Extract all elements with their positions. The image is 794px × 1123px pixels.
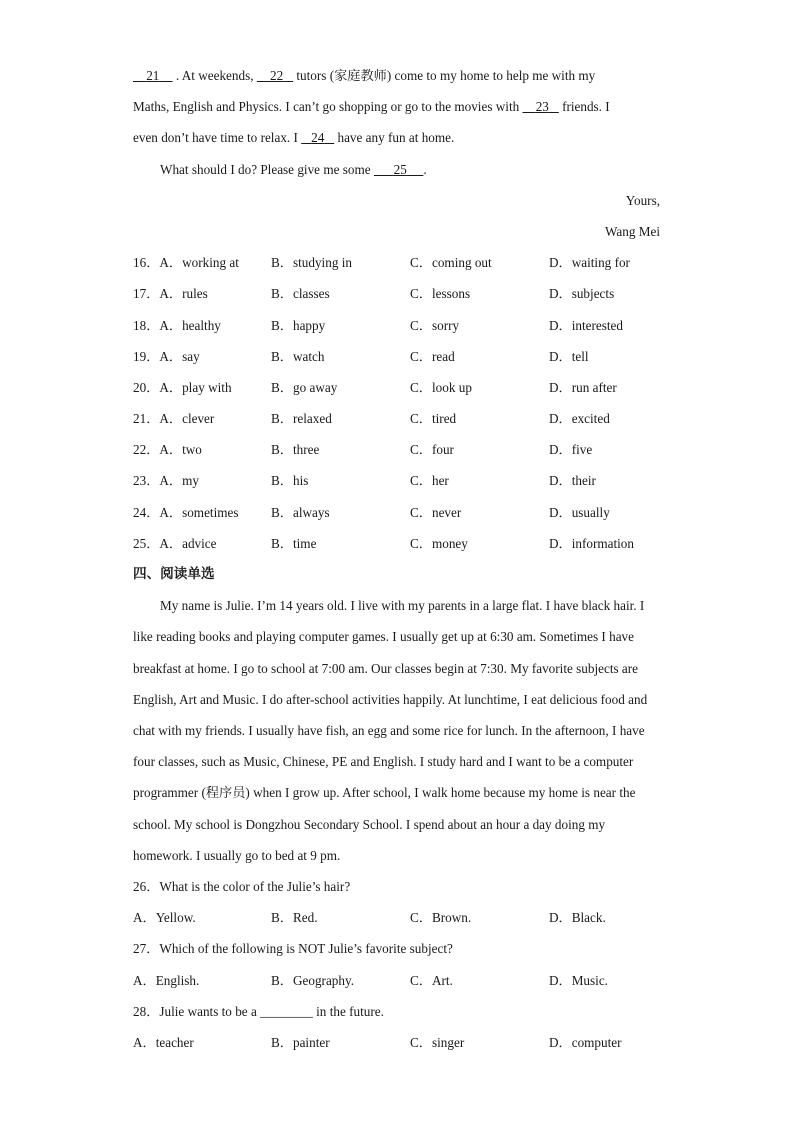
worksheet-page xyxy=(133,60,660,1058)
option-d[interactable]: D．tell xyxy=(549,348,589,364)
option-c[interactable]: C．lessons xyxy=(410,286,471,302)
option-d[interactable]: D．waiting for xyxy=(549,255,630,271)
option-cell xyxy=(133,403,271,434)
question-number: 25． xyxy=(133,535,160,551)
option-b[interactable]: B．time xyxy=(271,535,317,551)
option-a[interactable]: A．clever xyxy=(159,411,215,427)
cloze-text: tutors (家庭教师) come to my home to help me with my xyxy=(296,68,596,83)
blank-24: 24 xyxy=(311,130,325,146)
blank-23: 23 xyxy=(535,99,549,115)
option-b[interactable]: B．go away xyxy=(271,379,338,395)
option-c[interactable]: C．her xyxy=(410,473,449,489)
letter-signature: Wang Mei xyxy=(605,223,660,239)
section-title: 四、阅读单选 xyxy=(133,566,215,582)
option-b[interactable]: B．classes xyxy=(271,286,330,302)
question-number: 20． xyxy=(133,379,160,395)
option-a[interactable]: A．working at xyxy=(159,255,239,271)
option-d[interactable]: D．excited xyxy=(549,411,610,427)
option-cell xyxy=(133,528,271,559)
question-row xyxy=(133,403,660,434)
question-row xyxy=(133,278,660,309)
option-d[interactable]: D．Music. xyxy=(549,972,608,988)
cloze-line-1 xyxy=(133,60,660,91)
cloze-text: have any fun at home. xyxy=(337,130,455,146)
option-d[interactable]: D．information xyxy=(549,535,634,551)
question-stem: 26．What is the color of the Julie’s hair? xyxy=(133,879,351,895)
question-options xyxy=(133,902,660,933)
reading-passage: My name is Julie. I’m 14 years old. I live with my parents in a large flat. I have black hair. I like reading books and playing computer games. I usually get up at 6:30 am. Sometimes I have breakfast at home. I go to school at 7:00 am. Our classes begin at 7:30. My favorite subjects are English, Art and Music. I do after-school activities happily. At lunchtime, I eat delicious food and chat with my friends. I usually have fish, an egg and some rice for lunch. In the afternoon, I have four classes, such as Music, Chinese, PE and English. I study hard and I want to be a computer programmer (程序员) when I grow up. After school, I walk home because my home is near the school. My school is Dongzhou Secondary School. I spend about an hour a day doing my homework. I usually go to bed at 9 pm. xyxy=(133,598,648,863)
question-options xyxy=(133,1027,660,1058)
option-a[interactable]: A．sometimes xyxy=(159,504,239,520)
option-c[interactable]: C．coming out xyxy=(410,255,492,271)
option-cell xyxy=(133,497,271,528)
blank-25: 25 xyxy=(393,161,407,177)
option-a[interactable]: A．two xyxy=(159,442,202,458)
option-c[interactable]: C．singer xyxy=(410,1034,465,1050)
option-a[interactable]: A．Yellow. xyxy=(133,910,196,926)
cloze-line-3 xyxy=(133,122,660,153)
option-cell xyxy=(133,278,271,309)
option-b[interactable]: B．relaxed xyxy=(271,411,332,427)
question-row xyxy=(133,372,660,403)
option-a[interactable]: A．English. xyxy=(133,972,200,988)
option-cell xyxy=(133,465,271,496)
option-d[interactable]: D．computer xyxy=(549,1034,622,1050)
option-c[interactable]: C．Brown. xyxy=(410,910,472,926)
question-number: 21． xyxy=(133,411,160,427)
option-d[interactable]: D．their xyxy=(549,473,596,489)
option-d[interactable]: D．subjects xyxy=(549,286,615,302)
cloze-text: friends. I xyxy=(562,99,610,115)
question-number: 18． xyxy=(133,317,160,333)
option-a[interactable]: A．rules xyxy=(159,286,208,302)
cloze-line-4 xyxy=(133,154,660,185)
option-b[interactable]: B．three xyxy=(271,442,320,458)
option-a[interactable]: A．play with xyxy=(159,379,232,395)
option-b[interactable]: B．happy xyxy=(271,317,326,333)
option-d[interactable]: D．run after xyxy=(549,379,617,395)
option-cell xyxy=(133,434,271,465)
blank-21: 21 xyxy=(146,68,160,83)
option-cell xyxy=(133,247,271,278)
question-stem: 27．Which of the following is NOT Julie’s favorite subject? xyxy=(133,941,453,957)
question-row xyxy=(133,247,660,278)
option-c[interactable]: C．read xyxy=(410,348,455,364)
question-number: 24． xyxy=(133,504,160,520)
question-number: 17． xyxy=(133,286,160,302)
option-a[interactable]: A．healthy xyxy=(159,317,221,333)
cloze-text: . xyxy=(423,161,427,177)
cloze-line-2 xyxy=(133,91,660,122)
option-c[interactable]: C．never xyxy=(410,504,462,520)
option-c[interactable]: C．four xyxy=(410,442,454,458)
option-d[interactable]: D．interested xyxy=(549,317,623,333)
option-c[interactable]: C．Art. xyxy=(410,972,453,988)
option-a[interactable]: A．advice xyxy=(159,535,217,551)
cloze-text: . At weekends, xyxy=(175,68,254,83)
question-row xyxy=(133,341,660,372)
question-number: 23． xyxy=(133,473,160,489)
question-options xyxy=(133,965,660,996)
option-b[interactable]: B．Geography. xyxy=(271,972,355,988)
question-row xyxy=(133,310,660,341)
option-a[interactable]: A．my xyxy=(159,473,199,489)
blank-22: 22 xyxy=(270,68,284,83)
option-c[interactable]: C．look up xyxy=(410,379,472,395)
question-row xyxy=(133,465,660,496)
option-a[interactable]: A．teacher xyxy=(133,1034,194,1050)
cloze-text: Maths, English and Physics. I can’t go shopping or go to the movies with xyxy=(133,99,520,115)
option-c[interactable]: C．money xyxy=(410,535,468,551)
option-a[interactable]: A．say xyxy=(159,348,200,364)
question-number: 16． xyxy=(133,255,160,271)
option-cell xyxy=(133,372,271,403)
option-b[interactable]: B．always xyxy=(271,504,330,520)
option-c[interactable]: C．tired xyxy=(410,411,457,427)
option-b[interactable]: B．painter xyxy=(271,1034,330,1050)
letter-closing: Yours, xyxy=(625,192,660,208)
option-b[interactable]: B．watch xyxy=(271,348,325,364)
reading-questions xyxy=(133,871,660,1058)
question-number: 22． xyxy=(133,442,160,458)
option-b[interactable]: B．studying in xyxy=(271,255,352,271)
question-row xyxy=(133,528,660,559)
question-stem: 28．Julie wants to be a ________ in the future. xyxy=(133,1003,384,1019)
question-row xyxy=(133,434,660,465)
option-c[interactable]: C．sorry xyxy=(410,317,460,333)
option-b[interactable]: B．his xyxy=(271,473,309,489)
cloze-text: even don’t have time to relax. I xyxy=(133,130,298,146)
cloze-options xyxy=(133,247,660,559)
question-number: 19． xyxy=(133,348,160,364)
cloze-text: What should I do? Please give me some xyxy=(160,161,371,177)
option-d[interactable]: D．five xyxy=(549,442,593,458)
option-cell xyxy=(133,310,271,341)
option-b[interactable]: B．Red. xyxy=(271,910,318,926)
option-cell xyxy=(133,341,271,372)
option-d[interactable]: D．usually xyxy=(549,504,610,520)
question-row xyxy=(133,497,660,528)
option-d[interactable]: D．Black. xyxy=(549,910,606,926)
